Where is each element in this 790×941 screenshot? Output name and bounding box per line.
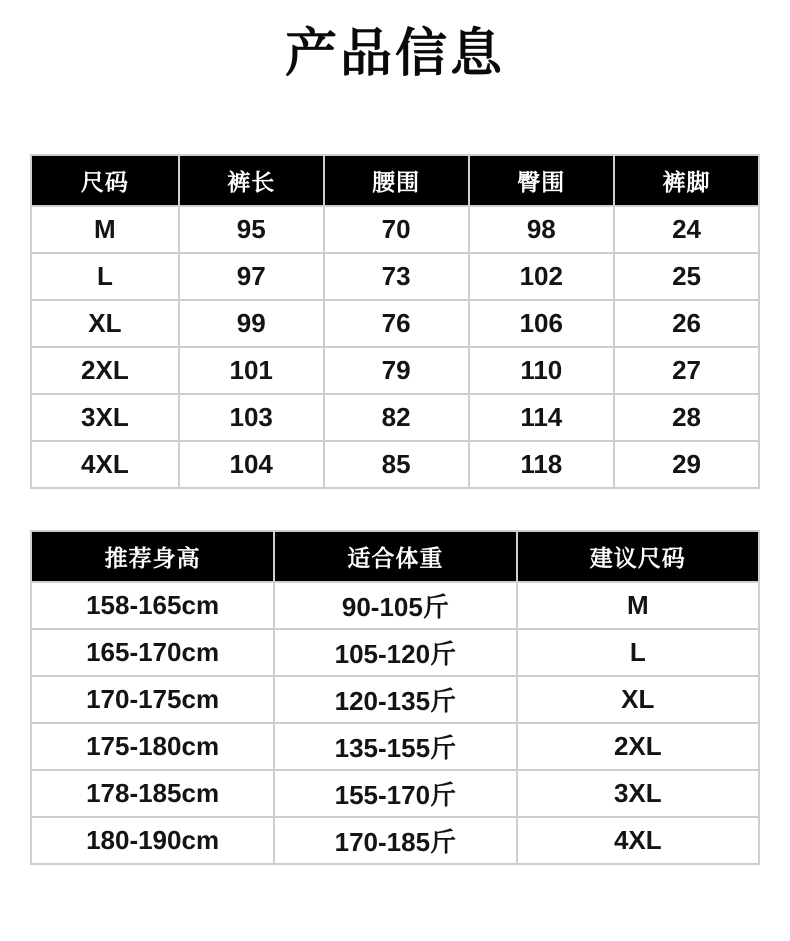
- cell-waist: 79: [324, 347, 469, 394]
- table-row: [31, 347, 759, 394]
- table-row: [31, 394, 759, 441]
- cell-size: XL: [31, 300, 179, 347]
- cell-hip: 114: [469, 394, 615, 441]
- table-row: [31, 723, 759, 770]
- cell-height-range: 165-170cm: [31, 629, 274, 676]
- table-row: [31, 441, 759, 488]
- cell-suggested-size: L: [517, 629, 759, 676]
- cell-weight-range: 120-135斤: [274, 676, 516, 723]
- cell-size: M: [31, 206, 179, 253]
- col-header-waist: 腰围: [324, 155, 469, 206]
- cell-hip: 98: [469, 206, 615, 253]
- cell-hip: 118: [469, 441, 615, 488]
- size-measurements-table: [30, 154, 760, 489]
- cell-waist: 70: [324, 206, 469, 253]
- size-table-header-row: [31, 155, 759, 206]
- cell-weight-range: 170-185斤: [274, 817, 516, 864]
- cell-pant-length: 104: [179, 441, 324, 488]
- cell-height-range: 175-180cm: [31, 723, 274, 770]
- cell-leg-opening: 24: [614, 206, 759, 253]
- cell-height-range: 170-175cm: [31, 676, 274, 723]
- col-header-suggested-size: 建议尺码: [517, 531, 759, 582]
- table-row: [31, 300, 759, 347]
- cell-size: 2XL: [31, 347, 179, 394]
- cell-hip: 102: [469, 253, 615, 300]
- table-row: [31, 253, 759, 300]
- col-header-size: 尺码: [31, 155, 179, 206]
- cell-pant-length: 95: [179, 206, 324, 253]
- cell-suggested-size: 2XL: [517, 723, 759, 770]
- cell-waist: 76: [324, 300, 469, 347]
- cell-leg-opening: 29: [614, 441, 759, 488]
- cell-waist: 73: [324, 253, 469, 300]
- cell-suggested-size: M: [517, 582, 759, 629]
- cell-height-range: 178-185cm: [31, 770, 274, 817]
- table-row: [31, 676, 759, 723]
- cell-leg-opening: 26: [614, 300, 759, 347]
- cell-weight-range: 105-120斤: [274, 629, 516, 676]
- cell-suggested-size: XL: [517, 676, 759, 723]
- cell-height-range: 180-190cm: [31, 817, 274, 864]
- col-header-pant-length: 裤长: [179, 155, 324, 206]
- table-row: [31, 582, 759, 629]
- table-row: [31, 817, 759, 864]
- cell-weight-range: 90-105斤: [274, 582, 516, 629]
- cell-pant-length: 99: [179, 300, 324, 347]
- cell-pant-length: 103: [179, 394, 324, 441]
- table-row: [31, 206, 759, 253]
- col-header-suitable-weight: 适合体重: [274, 531, 516, 582]
- cell-suggested-size: 3XL: [517, 770, 759, 817]
- cell-waist: 85: [324, 441, 469, 488]
- size-recommendation-table: [30, 530, 760, 865]
- cell-weight-range: 155-170斤: [274, 770, 516, 817]
- col-header-leg-opening: 裤脚: [614, 155, 759, 206]
- cell-hip: 110: [469, 347, 615, 394]
- cell-size: L: [31, 253, 179, 300]
- cell-weight-range: 135-155斤: [274, 723, 516, 770]
- reco-table-header-row: [31, 531, 759, 582]
- cell-pant-length: 101: [179, 347, 324, 394]
- page-title: 产品信息: [284, 25, 505, 83]
- cell-suggested-size: 4XL: [517, 817, 759, 864]
- col-header-hip: 臀围: [469, 155, 615, 206]
- table-row: [31, 629, 759, 676]
- cell-size: 3XL: [31, 394, 179, 441]
- cell-leg-opening: 27: [614, 347, 759, 394]
- cell-height-range: 158-165cm: [31, 582, 274, 629]
- table-row: [31, 770, 759, 817]
- cell-hip: 106: [469, 300, 615, 347]
- cell-waist: 82: [324, 394, 469, 441]
- col-header-recommended-height: 推荐身高: [31, 531, 274, 582]
- cell-size: 4XL: [31, 441, 179, 488]
- cell-leg-opening: 28: [614, 394, 759, 441]
- cell-pant-length: 97: [179, 253, 324, 300]
- cell-leg-opening: 25: [614, 253, 759, 300]
